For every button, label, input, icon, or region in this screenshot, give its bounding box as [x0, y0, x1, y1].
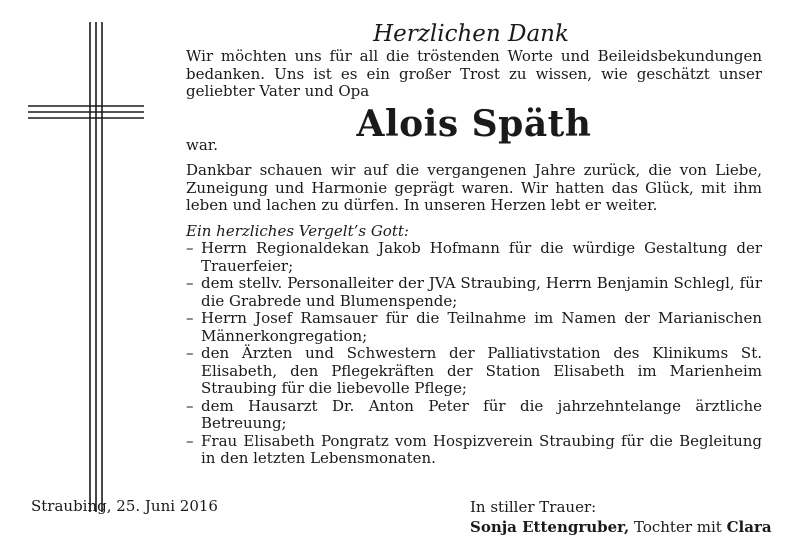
cross-icon	[28, 22, 144, 514]
remembrance-paragraph: Dankbar schauen wir auf die vergangenen Jahre zurück, die von Liebe, Zuneigung und Harmonie geprägt waren. Wir hatten das Glück, mit ihm leben und lachen zu dürfen. In unseren Herzen lebt er weiter.	[186, 161, 762, 214]
thanks-item: – dem stellv. Personalleiter der JVA Straubing, Herrn Benjamin Schlegl, für die Grabrede und Blumenspende;	[186, 275, 762, 310]
thanks-item: – den Ärzten und Schwestern der Palliativstation des Klinikums St. Elisabeth, den Pflegekräften der Station Elisabeth im Marienheim Straubing für die liebevolle Pflege;	[186, 345, 762, 398]
thanks-item: – Herrn Regionaldekan Jakob Hofmann für die würdige Gestaltung der Trauerfeier;	[186, 240, 762, 275]
thanks-list	[186, 240, 762, 468]
thanks-intro: Ein herzliches Vergelt’s Gott:	[186, 221, 409, 240]
notice-heading: Herzlichen Dank	[373, 21, 569, 47]
mourner-child: Clara	[726, 518, 772, 536]
thanks-item: – Frau Elisabeth Pongratz vom Hospizverein Straubing für die Begleitung in den letzten Lebensmonaten.	[186, 433, 762, 468]
mourners-line	[470, 517, 772, 537]
intro-paragraph: Wir möchten uns für all die tröstenden Worte und Beileidsbekundungen bedanken. Uns ist es ein großer Trost zu wissen, wie geschätzt unser geliebter Vater und Opa	[186, 47, 762, 100]
war-text: war.	[186, 135, 219, 154]
mourning-label: In stiller Trauer:	[470, 498, 597, 516]
place-date: Straubing, 25. Juni 2016	[31, 497, 218, 515]
mourner-name: Sonja Ettengruber,	[470, 518, 630, 536]
mourner-relation: Tochter mit	[634, 518, 722, 536]
thanks-item: – dem Hausarzt Dr. Anton Peter für die jahrzehntelange ärztliche Betreuung;	[186, 398, 762, 433]
deceased-name: Alois Späth	[356, 102, 592, 145]
mourners-block	[470, 497, 772, 537]
notice-body	[186, 20, 762, 468]
thanks-item: – Herrn Josef Ramsauer für die Teilnahme im Namen der Marianischen Männerkongregation;	[186, 310, 762, 345]
